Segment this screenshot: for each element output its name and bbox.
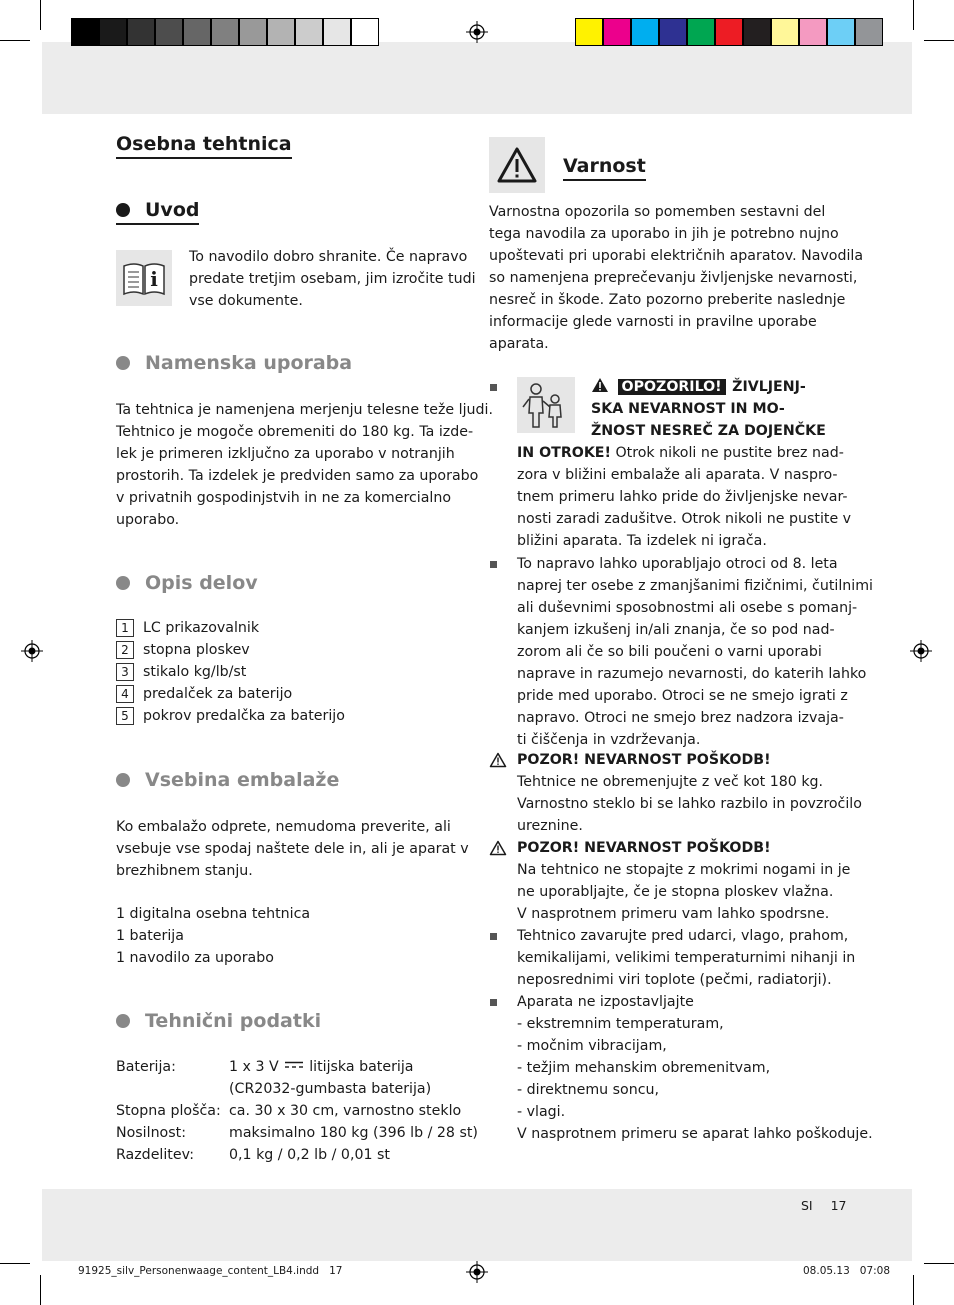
list-item: 1 digitalna osebna tehtnica (116, 906, 311, 922)
text-line: naprave in razumejo nevarnosti, do katerih lahko (517, 666, 867, 682)
list-bullet-icon (490, 999, 497, 1006)
text-line: Ko embalažo odprete, nemudoma preverite, ali (116, 819, 451, 835)
safety-heading: Varnost (563, 155, 646, 181)
bullet-dot-icon (116, 576, 130, 590)
heading-text: Tehnični podatki (145, 1010, 322, 1032)
color-swatch (211, 18, 239, 46)
file-slug: 91925_silv_Personenwaage_content_LB4.indd 17 (78, 1265, 343, 1277)
warn1-text (517, 464, 851, 552)
color-swatch (855, 18, 883, 46)
text-line: tega navodila za uporabo in jih je potrebno nujno (489, 226, 839, 242)
caution-triangle-icon (489, 840, 507, 856)
text-line: Tehtnice ne obremenjujte z več kot 180 kg. (517, 774, 824, 790)
bullet-dot-icon (116, 356, 130, 370)
text-line: - vlagi. (517, 1104, 566, 1120)
text-line: Na tehtnico ne stopajte z mokrimi nogami in je (517, 862, 851, 878)
text-line: Aparata ne izpostavljajte (517, 994, 694, 1010)
color-swatch (71, 18, 99, 46)
crop-mark (0, 40, 30, 41)
color-swatch (183, 18, 211, 46)
part-label: predalček za baterijo (143, 686, 293, 702)
text-line: tnem primeru lahko pride do življenjske nevar- (517, 489, 848, 505)
bullet-dot-icon (116, 1014, 130, 1028)
crop-mark (913, 0, 914, 30)
part-number: 4 (116, 685, 134, 703)
page-number: 17 (830, 1198, 847, 1213)
text-line: To napravo lahko uporabljajo otroci od 8. leta (517, 556, 838, 572)
text-line: vse dokumente. (189, 293, 303, 309)
text-line: - težjim mehanskim obremenitvam, (517, 1060, 771, 1076)
warn1-bold-line: ŽIVLJENJ- (732, 379, 806, 395)
caution1-text (517, 771, 862, 837)
color-swatch (155, 18, 183, 46)
list-item: 1 navodilo za uporabo (116, 950, 274, 966)
section-heading-contents (116, 769, 339, 791)
color-swatch (771, 18, 799, 46)
part-number: 5 (116, 707, 134, 725)
spec-row (116, 1056, 476, 1078)
caution-triangle-icon (489, 752, 507, 768)
text-line: nosti zaradi zadušitve. Otrok nikoli ne pustite v (517, 511, 852, 527)
color-swatch (575, 18, 603, 46)
color-swatch (267, 18, 295, 46)
part-label: LC prikazovalnik (143, 620, 260, 636)
part-label: pokrov predalčka za baterijo (143, 708, 345, 724)
warn1-bold-line: ŽNOST NESREČ ZA DOJENČKE (591, 423, 826, 439)
spec-row (116, 1100, 476, 1122)
warning-icon-box (489, 137, 545, 193)
intended-use-text (116, 399, 493, 531)
color-swatch (239, 18, 267, 46)
spec-value: ca. 30 x 30 cm, varnostno steklo (229, 1103, 462, 1119)
caution2-text (517, 859, 850, 925)
list-bullet-icon (490, 561, 497, 568)
registration-mark-icon (910, 640, 932, 662)
text-line: informacije glede varnosti in pravilne uporabe (489, 314, 817, 330)
warn1-text-start: Otrok nikoli ne pustite brez nad- (610, 445, 844, 461)
registration-mark-icon (21, 640, 43, 662)
document-title: Osebna tehtnica (116, 133, 292, 159)
header-band (42, 42, 912, 114)
list-bullet-icon (490, 384, 497, 391)
dc-symbol-icon (285, 1061, 303, 1069)
text-line: brezhibnem stanju. (116, 863, 253, 879)
list-item: 1 baterija (116, 928, 184, 944)
spec-key: Baterija: (116, 1059, 176, 1075)
text-line: pride med uporabo. Otroci se ne smejo igrati z (517, 688, 848, 704)
color-swatch (127, 18, 155, 46)
heading-text: Vsebina embalaže (145, 769, 340, 791)
section-heading-parts (116, 572, 258, 594)
warning-label: OPOZORILO! (618, 379, 726, 395)
color-swatch (631, 18, 659, 46)
spec-key: Nosilnost: (116, 1125, 186, 1141)
text-line: To navodilo dobro shranite. Če napravo (189, 249, 468, 265)
heading-text: Opis delov (145, 572, 258, 594)
part-item (116, 661, 246, 683)
crop-mark (924, 40, 954, 41)
text-line: - direktnemu soncu, (517, 1082, 660, 1098)
color-swatch (659, 18, 687, 46)
section-heading-intro (116, 199, 199, 225)
intro-text (189, 246, 476, 312)
part-item (116, 639, 250, 661)
heading-text: Namenska uporaba (145, 352, 353, 374)
text-line: ne uporabljajte, če je stopna ploskev vlažna. (517, 884, 834, 900)
language-code: SI (801, 1198, 813, 1213)
color-swatch (799, 18, 827, 46)
text-line: kanjem izkušenj in/ali znanja, če so pod nad- (517, 622, 835, 638)
text-line: zora v bližini embalaže ali aparata. V naspro- (517, 467, 838, 483)
text-line: Tehtnico je mogoče obremeniti do 180 kg. Ta izde- (116, 424, 474, 440)
part-item (116, 705, 345, 727)
text-line: predate tretjim osebam, jim izročite tudi (189, 271, 476, 287)
heading-text: Uvod (145, 199, 200, 221)
bullet-dot-icon (116, 773, 130, 787)
text-line: Varnostna opozorila so pomemben sestavni del (489, 204, 826, 220)
warning-triangle-icon (591, 377, 609, 393)
warning-triangle-icon (489, 137, 545, 193)
crop-mark (913, 1275, 914, 1305)
part-item (116, 617, 259, 639)
caution1-title: POZOR! NEVARNOST POŠKODB! (517, 752, 771, 768)
text-line: neposrednimi viri toplote (pečmi, radiatorji). (517, 972, 832, 988)
text-line: lek je primeren izključno za uporabo v notranjih (116, 446, 455, 462)
text-line: bližini aparata. Ta izdelek ni igrača. (517, 533, 767, 549)
color-swatch (295, 18, 323, 46)
text-line: V nasprotnem primeru se aparat lahko poškoduje. (517, 1126, 873, 1142)
color-swatch (715, 18, 743, 46)
text-line: upoštevati pri uporabi električnih aparatov. Navodila (489, 248, 864, 264)
text-line: ti čiščenja in vzdrževanja. (517, 732, 701, 748)
section-heading-tech (116, 1010, 321, 1032)
color-swatch (687, 18, 715, 46)
text-line: so namenjena preprečevanju življenjske nevarnosti, (489, 270, 858, 286)
text-line: nesreč in škode. Zato pozorno preberite naslednje (489, 292, 846, 308)
warn1-bold-line: SKA NEVARNOST IN MO- (591, 401, 785, 417)
text-line: kemikalijami, velikimi temperaturnimi nihanji in (517, 950, 856, 966)
safety-intro-text (489, 201, 863, 355)
color-swatch (351, 18, 379, 46)
crop-mark (924, 1263, 954, 1264)
text-line: Tehtnico zavarujte pred udarci, vlago, prahom, (517, 928, 849, 944)
contents-items (116, 903, 310, 969)
text-line: naprej ter osebe z zmanjšanimi fizičnimi, čutilnimi (517, 578, 873, 594)
spec-value: maksimalno 180 kg (396 lb / 28 st) (229, 1125, 478, 1141)
spec-key: Razdelitev: (116, 1147, 194, 1163)
part-label: stikalo kg/lb/st (143, 664, 247, 680)
text-line: aparata. (489, 336, 549, 352)
color-swatch (99, 18, 127, 46)
text-line: prostorih. Ta izdelek je predviden samo za uporabo (116, 468, 479, 484)
color-swatch (603, 18, 631, 46)
bullet2-text (517, 553, 873, 751)
footer-band (42, 1189, 912, 1261)
caution2-title: POZOR! NEVARNOST POŠKODB! (517, 840, 771, 856)
contents-text (116, 816, 469, 882)
info-book-icon (116, 250, 172, 306)
spec-row (116, 1122, 476, 1144)
registration-mark-icon (466, 1261, 488, 1283)
part-number: 3 (116, 663, 134, 681)
bullet4-text (517, 991, 873, 1145)
info-letter: i (150, 267, 158, 291)
part-label: stopna ploskev (143, 642, 250, 658)
text-line: v privatnih gospodinjstvih in ne za komercialno (116, 490, 452, 506)
crop-mark (40, 0, 41, 30)
warning-heading-line (591, 376, 806, 398)
text-line: ureznine. (517, 818, 583, 834)
print-date: 08.05.13 07:08 (803, 1265, 891, 1277)
color-swatch (323, 18, 351, 46)
text-line: - močnim vibracijam, (517, 1038, 667, 1054)
text-line: napravo. Otroci ne smejo brez nadzora izvaja- (517, 710, 844, 726)
text-line: ali duševnimi sposobnostmi ali osebe s pomanj- (517, 600, 858, 616)
bullet-dot-icon (116, 203, 130, 217)
color-swatch (827, 18, 855, 46)
spec-value: (CR2032-gumbasta baterija) (229, 1081, 432, 1097)
child-safety-icon (517, 377, 575, 433)
text-line: zorom ali če so bili poučeni o varni uporabi (517, 644, 822, 660)
bullet3-text (517, 925, 855, 991)
page-footer (801, 1198, 847, 1213)
part-number: 2 (116, 641, 134, 659)
spec-row (116, 1144, 476, 1166)
text-line: Varnostno steklo bi se lahko razbilo in povzročilo (517, 796, 862, 812)
text-line: uporabo. (116, 512, 180, 528)
crop-mark (0, 1263, 30, 1264)
section-heading-intended-use (116, 352, 352, 374)
warn1-bold-end: IN OTROKE! (517, 445, 611, 461)
warn1-text-line (517, 442, 844, 464)
registration-mark-icon (466, 21, 488, 43)
spec-value: 1 x 3 V litijska baterija (229, 1059, 414, 1075)
text-line: V nasprotnem primeru vam lahko spodrsne. (517, 906, 830, 922)
part-number: 1 (116, 619, 134, 637)
spec-row (116, 1078, 476, 1100)
color-swatch (743, 18, 771, 46)
spec-value: 0,1 kg / 0,2 lb / 0,01 st (229, 1147, 390, 1163)
part-item (116, 683, 292, 705)
text-line: Ta tehtnica je namenjena merjenju telesne teže ljudi. (116, 402, 493, 418)
text-line: vsebuje vse spodaj naštete dele in, ali je aparat v (116, 841, 469, 857)
list-bullet-icon (490, 933, 497, 940)
crop-mark (40, 1275, 41, 1305)
spec-key: Stopna plošča: (116, 1103, 221, 1119)
text-line: - ekstremnim temperaturam, (517, 1016, 724, 1032)
